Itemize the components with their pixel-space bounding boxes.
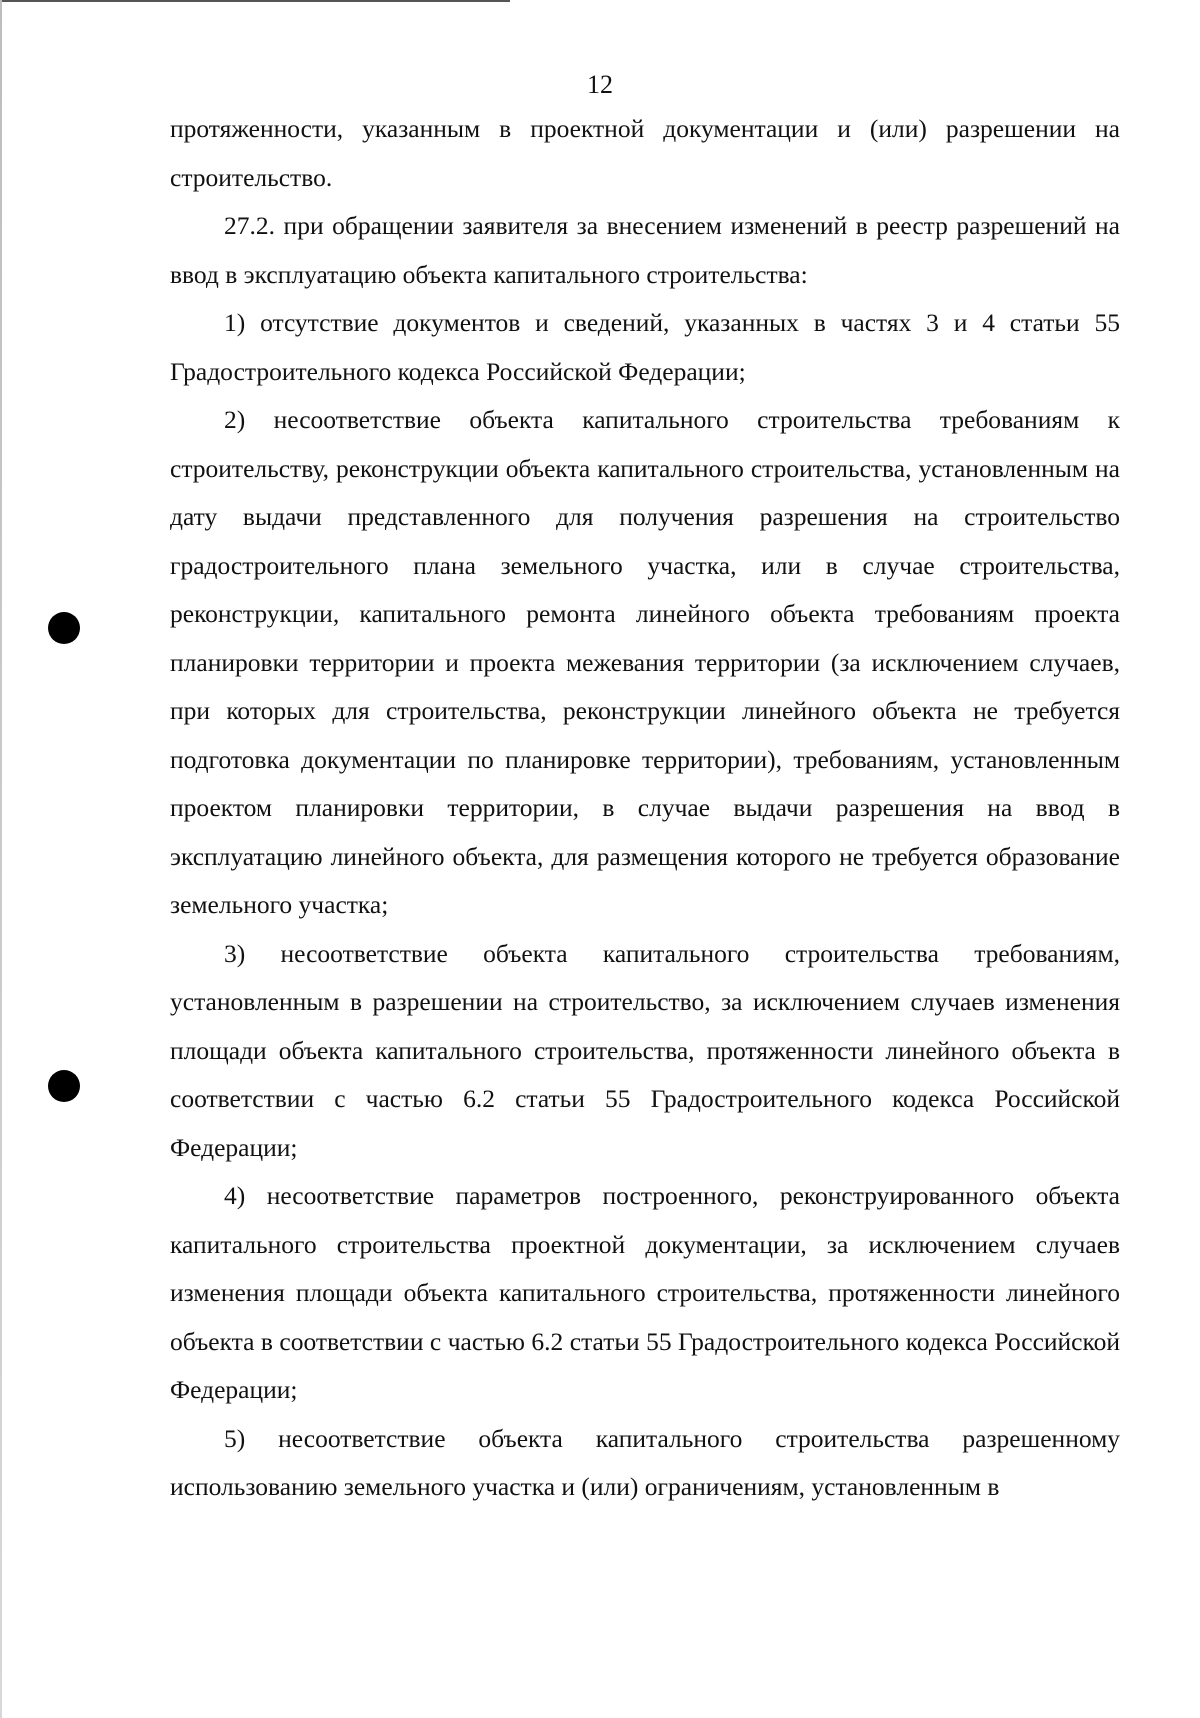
scan-top-edge-line	[0, 0, 510, 2]
paragraph-item-27-2: 27.2. при обращении заявителя за внесением изменений в реестр разрешений на ввод в эксплуатацию объекта капитального строительства:	[170, 211, 1120, 289]
paragraph-subitem-4: 4) несоответствие параметров построенного, реконструированного объекта капитального строительства проектной документации, за исключением случаев изменения площади объекта капитального строительства, протяженности линейного объекта в соответствии с частью 6.2 статьи 55 Градостроительного кодекса Российской Федерации;	[170, 1181, 1120, 1404]
punch-hole-mark	[48, 1070, 80, 1102]
page-number: 12	[587, 70, 613, 99]
paragraph-subitem-5: 5) несоответствие объекта капитального строительства разрешенному использованию земельного участка и (или) ограничениям, установленным в	[170, 1423, 1120, 1501]
scan-left-edge-line	[0, 0, 2, 1718]
paragraph-continuation: протяженности, указанным в проектной документации и (или) разрешении на строительство.	[170, 114, 1120, 192]
document-body	[170, 105, 1120, 1512]
paragraph-subitem-3: 3) несоответствие объекта капитального строительства требованиям, установленным в разрешении на строительство, за исключением случаев изменения площади объекта капитального строительства, протяженности линейного объекта в соответствии с частью 6.2 статьи 55 Градостроительного кодекса Российской Федерации;	[170, 938, 1120, 1162]
punch-hole-mark	[48, 612, 80, 644]
paragraph-subitem-2: 2) несоответствие объекта капитального строительства требованиям к строительству, реконструкции объекта капитального строительства, установленным на дату выдачи представленного для получения разрешения на строительство градостроительного плана земельного участка, или в случае строительства, реконструкции, капитального ремонта линейного объекта требованиям проекта планировки территории и проекта межевания территории (за исключением случаев, при которых для строительства, реконструкции линейного объекта не требуется подготовка документации по планировке территории), требованиям, установленным проектом планировки территории, в случае выдачи разрешения на ввод в эксплуатацию линейного объекта, для размещения которого не требуется образование земельного участка;	[170, 405, 1120, 919]
paragraph-subitem-1: 1) отсутствие документов и сведений, указанных в частях 3 и 4 статьи 55 Градостроительного кодекса Российской Федерации;	[170, 308, 1120, 386]
